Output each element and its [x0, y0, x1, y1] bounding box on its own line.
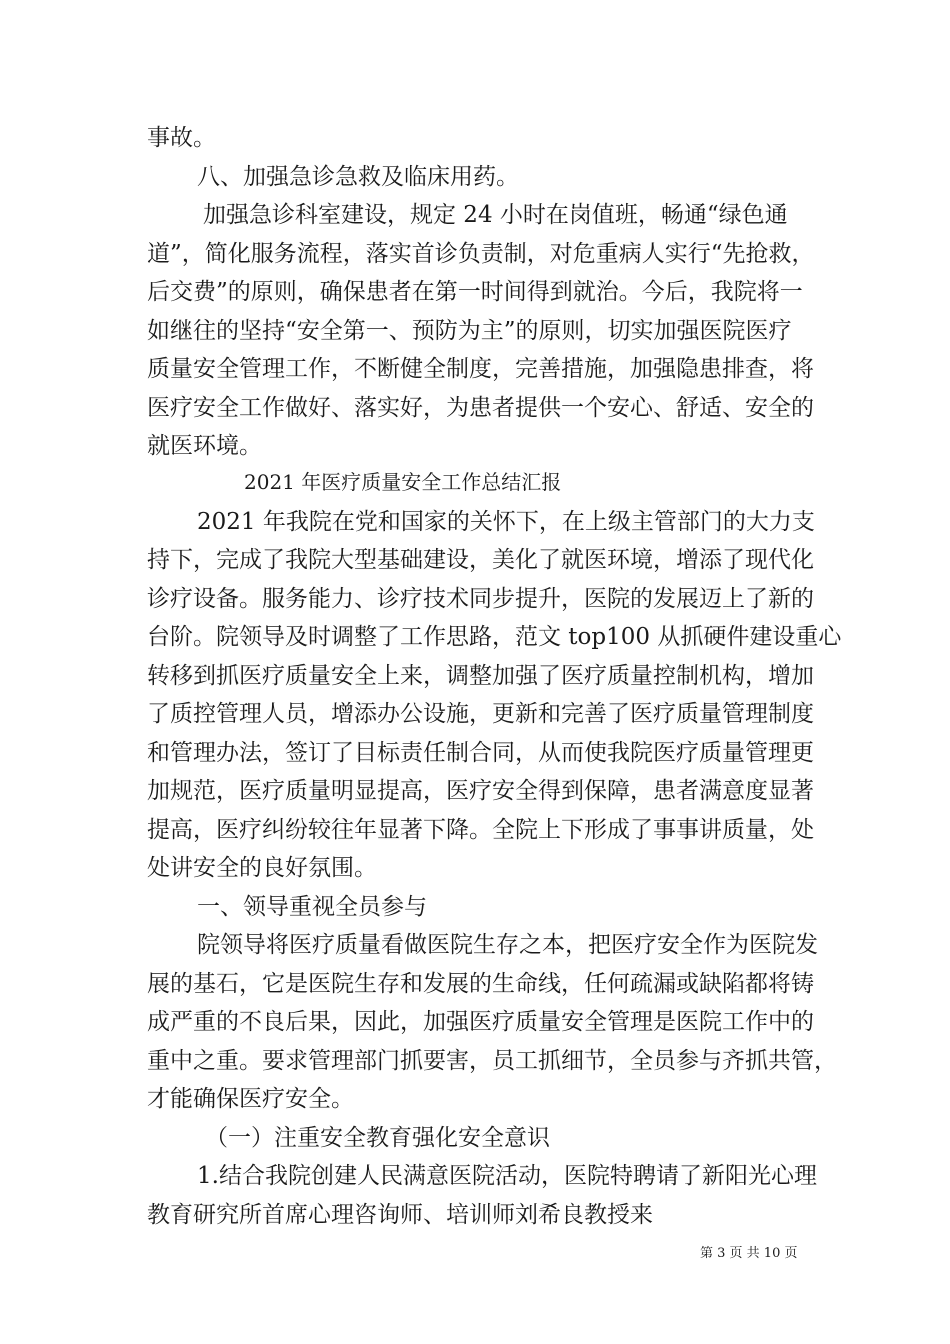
page-number-footer: 第 3 页 共 10 页 [700, 1246, 798, 1261]
text-line: 质量安全管理工作，不断健全制度，完善措施，加强隐患排查，将 [147, 356, 814, 382]
text-line: 道”，简化服务流程，落实首诊负责制，对危重病人实行“先抢救， [147, 241, 815, 267]
text-line: 院领导将医疗质量看做医院生存之本，把医疗安全作为医院发 [197, 932, 818, 958]
text-line: 成严重的不良后果，因此，加强医疗质量安全管理是医院工作中的 [147, 1009, 814, 1035]
text-line: 诊疗设备。服务能力、诊疗技术同步提升，医院的发展迈上了新的 [147, 586, 814, 612]
text-line: 才能确保医疗安全。 [147, 1086, 354, 1112]
section-heading: 八、加强急诊急救及临床用药。 [197, 164, 519, 190]
text-line: 台阶。院领导及时调整了工作思路，范文 top100 从抓硬件建设重心 [147, 624, 842, 650]
text-line: 如继往的坚持“安全第一、预防为主”的原则，切实加强医院医疗 [147, 318, 792, 344]
text-line: 和管理办法，签订了目标责任制合同，从而使我院医疗质量管理更 [147, 740, 814, 766]
subsection-heading: （一）注重安全教育强化安全意识 [205, 1125, 550, 1151]
text-line: 医疗安全工作做好、落实好，为患者提供一个安心、舒适、安全的 [147, 395, 814, 421]
text-line: 加强急诊科室建设，规定 24 小时在岗值班，畅通“绿色通 [203, 202, 788, 228]
text-line: 2021 年我院在党和国家的关怀下，在上级主管部门的大力支 [197, 509, 815, 535]
text-line: 后交费”的原则，确保患者在第一时间得到就治。今后，我院将一 [147, 279, 803, 305]
text-line: 展的基石，它是医院生存和发展的生命线，任何疏漏或缺陷都将铸 [147, 971, 814, 997]
text-line: 提高，医疗纠纷较往年显著下降。全院上下形成了事事讲质量，处 [147, 817, 814, 843]
text-line: 持下，完成了我院大型基础建设，美化了就医环境，增添了现代化 [147, 547, 814, 573]
text-line: 了质控管理人员，增添办公设施，更新和完善了医疗质量管理制度 [147, 701, 814, 727]
text-line: 就医环境。 [147, 433, 262, 459]
section-heading: 一、领导重视全员参与 [197, 894, 427, 920]
text-line: 处讲安全的良好氛围。 [147, 855, 377, 881]
text-line: 事故。 [147, 125, 216, 151]
text-line: 转移到抓医疗质量安全上来，调整加强了医疗质量控制机构，增加 [147, 663, 814, 689]
report-title: 2021 年医疗质量安全工作总结汇报 [244, 470, 562, 494]
text-line: 重中之重。要求管理部门抓要害，员工抓细节，全员参与齐抓共管， [147, 1048, 837, 1074]
text-line: 教育研究所首席心理咨询师、培训师刘希良教授来 [147, 1202, 653, 1228]
text-line: 加规范，医疗质量明显提高，医疗安全得到保障，患者满意度显著 [147, 778, 814, 804]
text-line: 1.结合我院创建人民满意医院活动，医院特聘请了新阳光心理 [197, 1163, 817, 1189]
